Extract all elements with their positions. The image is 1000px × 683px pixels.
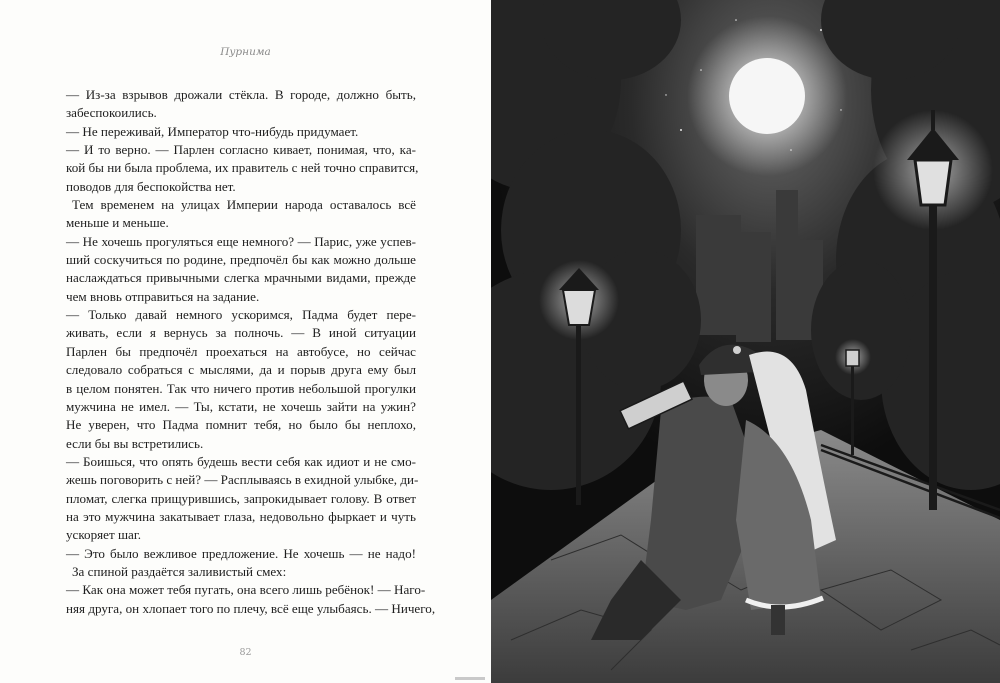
- moon: [729, 58, 805, 134]
- girl-leg: [771, 605, 785, 635]
- page-edge-mark: [455, 677, 485, 680]
- text-line: живать, если я вернусь за полночь. — В иной ситуации: [66, 325, 416, 341]
- text-line: меньше и меньше.: [66, 215, 169, 231]
- body-text: [66, 86, 436, 618]
- text-line: пломат, слегка прищурившись, запрокидывает голову. В ответ: [66, 490, 416, 506]
- text-line: ускоряет шаг.: [66, 527, 142, 543]
- text-line: — Как она может тебя пугать, она всего лишь ребёнок! — Наго-: [66, 582, 426, 598]
- text-line: забеспокоились.: [66, 105, 157, 121]
- text-line: если бы вы встретились.: [66, 435, 204, 451]
- page-number: 82: [239, 647, 252, 658]
- text-line: следовало собраться с мыслями, да и порыв друга ему был: [66, 362, 416, 378]
- text-line: — Не хочешь прогуляться еще немного? — Парис, уже успев-: [66, 233, 416, 249]
- text-line: Тем временем на улицах Империи народа оставалось всё: [72, 197, 416, 213]
- left-page: [0, 0, 491, 683]
- text-line: — Не переживай, Император что-нибудь придумает.: [66, 123, 359, 139]
- text-line: — Боишься, что опять будешь вести себя как идиот и не смо-: [66, 453, 416, 469]
- text-line: ший соскучиться по родине, предпочёл бы как можно дольше: [66, 252, 416, 268]
- text-line: Парлен бы предпочёл проехаться на автобусе, но сейчас: [66, 343, 416, 359]
- text-line: мужчина не имел. — Ты, кстати, не хочешь зайти на ужин?: [66, 398, 416, 414]
- text-line: — Это было вежливое предложение. Не хочешь — не надо!: [66, 545, 416, 561]
- text-line: поводов для беспокойства нет.: [66, 178, 236, 194]
- text-line: — Только давай немного ускоримся, Падма будет пере-: [66, 307, 416, 323]
- text-line: За спиной раздаётся заливистый смех:: [72, 563, 287, 579]
- text-line: Не уверен, что Падма помнит тебя, но было бы неплохо,: [66, 417, 416, 433]
- text-line: кой бы ни была проблема, их правитель с ней точно справится,: [66, 160, 419, 176]
- spade-emblem: [733, 346, 741, 354]
- text-line: няя друга, он хлопает того по плечу, всё еще улыбаясь. — Ничего,: [66, 600, 436, 616]
- text-line: чем вновь отправиться на задание.: [66, 288, 260, 304]
- text-line: на это мужчина закатывает глаза, недовольно фыркает и чуть: [66, 508, 416, 524]
- text-line: жешь поговорить с ней? — Расплываясь в ехидной улыбке, ди-: [66, 472, 419, 488]
- running-head: Пурнима: [220, 46, 271, 58]
- text-line: наслаждаться привычными слегка мрачными видами, прежде: [66, 270, 416, 286]
- right-page: [491, 0, 1000, 683]
- text-line: в целом понятен. Так что ничего против небольшой прогулки: [66, 380, 416, 396]
- illustration-couple-hugging-under-moon: [491, 0, 1000, 683]
- text-line: — И то верно. — Парлен согласно кивает, понимая, что, ка-: [66, 142, 416, 158]
- text-line: — Из-за взрывов дрожали стёкла. В городе, должно быть,: [66, 87, 416, 102]
